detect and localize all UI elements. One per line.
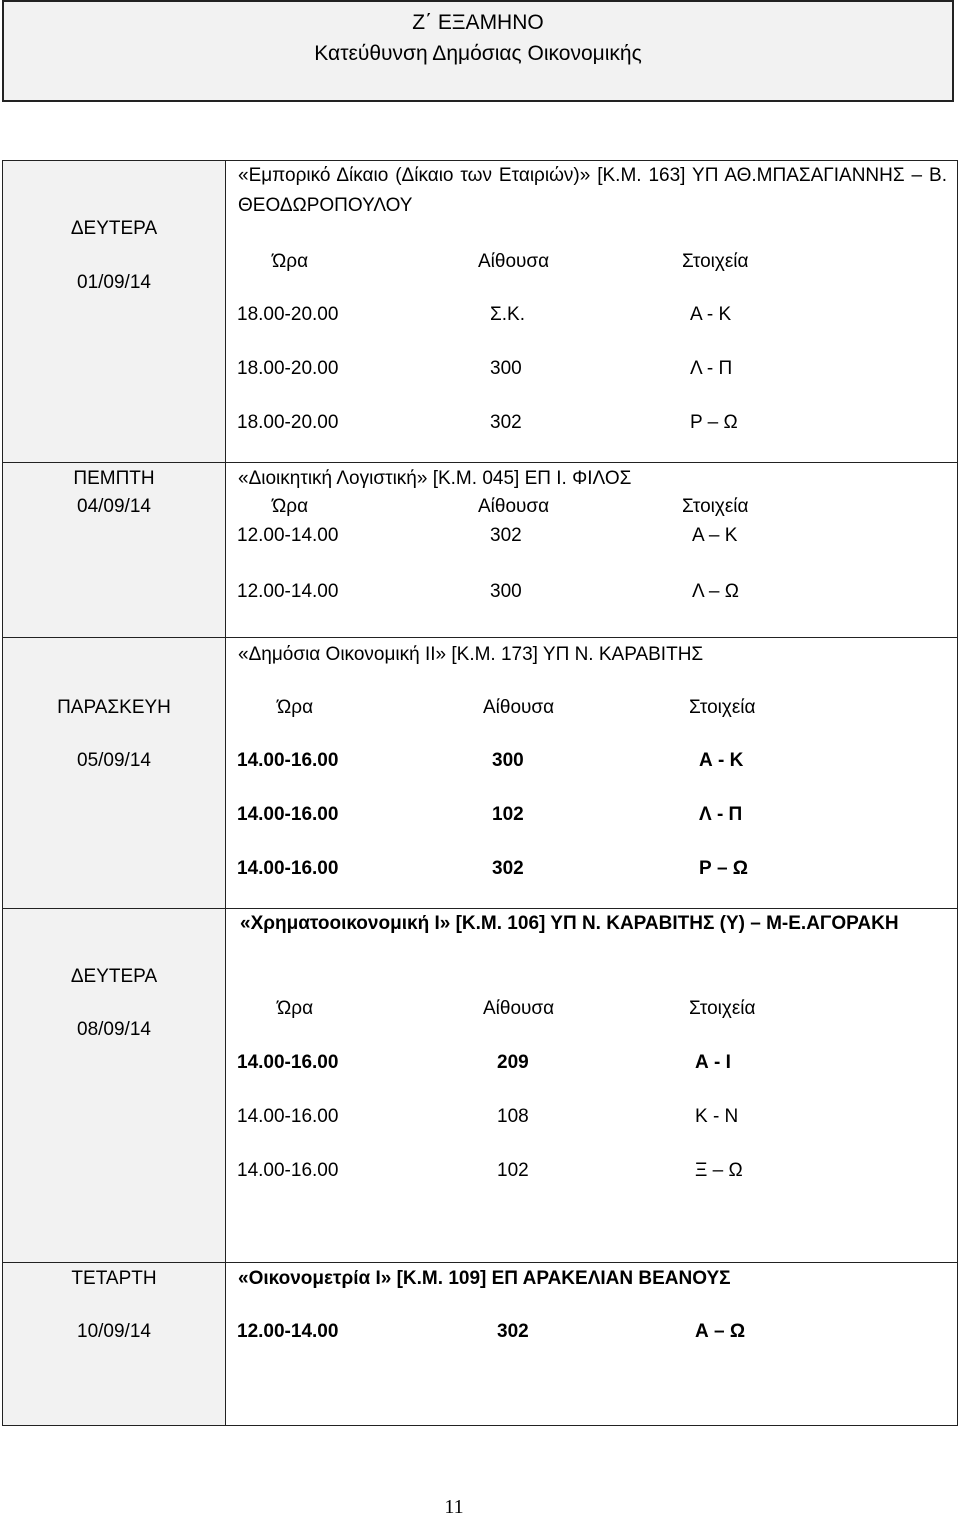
slot-time: 18.00-20.00 [237, 412, 339, 433]
course-title: «Εμπορικό Δίκαιο (Δίκαιο των Εταιριών)» [Κ.Μ. 163] ΥΠ ΑΘ.ΜΠΑΣΑΓΙΑΝΝΗΣ – Β. ΘΕΟΔΩΡΟΠΟΥΛΟΥ [238, 165, 947, 216]
slot-time: 12.00-14.00 [237, 581, 339, 602]
slot-room: 302 [490, 525, 522, 546]
date-label: 04/09/14 [77, 496, 151, 517]
header-details: Στοιχεία [682, 496, 749, 517]
schedule-course-cell [226, 1263, 957, 1425]
slot-details: Ξ – Ω [695, 1160, 743, 1181]
date-label: 01/09/14 [77, 272, 151, 293]
slot-time: 14.00-16.00 [237, 750, 339, 771]
slot-room: 302 [492, 858, 524, 879]
table-bottom-border [2, 1425, 958, 1426]
slot-time: 14.00-16.00 [237, 1106, 339, 1127]
day-label: ΠΕΜΠΤΗ [73, 468, 155, 489]
day-label: ΠΑΡΑΣΚΕΥΗ [57, 697, 171, 718]
schedule-day-cell [3, 1263, 225, 1425]
slot-time: 12.00-14.00 [237, 525, 339, 546]
date-label: 10/09/14 [77, 1321, 151, 1342]
header-room: Αίθουσα [478, 251, 550, 272]
slot-room: 108 [497, 1106, 529, 1127]
slot-details: Κ - Ν [695, 1106, 739, 1127]
day-label: ΔΕΥΤΕΡΑ [70, 966, 158, 987]
header-time: Ώρα [277, 697, 314, 718]
slot-time: 18.00-20.00 [237, 304, 339, 325]
direction-title: Κατεύθυνση Δημόσιας Οικονομικής [314, 42, 642, 65]
slot-details: Λ – Ω [692, 581, 739, 602]
header-time: Ώρα [277, 998, 314, 1019]
slot-details: Α - Ι [695, 1052, 731, 1073]
header-details: Στοιχεία [682, 251, 749, 272]
header-box [2, 0, 954, 102]
slot-room: 300 [490, 581, 522, 602]
slot-details: Λ - Π [699, 804, 743, 825]
slot-room: 302 [497, 1321, 529, 1342]
slot-details: Λ - Π [690, 358, 733, 379]
header-room: Αίθουσα [483, 998, 555, 1019]
slot-details: Α – Κ [692, 525, 738, 546]
course-title: «Οικονομετρία Ι» [Κ.Μ. 109] ΕΠ ΑΡΑΚΕΛΙΑΝ ΒΕΑΝΟΥΣ [238, 1268, 731, 1289]
header-details: Στοιχεία [689, 998, 756, 1019]
page-number: 11 [444, 1496, 464, 1518]
course-title: «Χρηματοοικονομική Ι» [Κ.Μ. 106] ΥΠ Ν. ΚΑΡΑΒΙΤΗΣ (Υ) – Μ-Ε.ΑΓΟΡΑΚΗ [240, 913, 899, 934]
slot-room: 209 [497, 1052, 529, 1073]
schedule-day-cell [3, 638, 225, 908]
table-right-border [957, 160, 958, 1426]
schedule-day-cell [3, 161, 225, 462]
schedule-day-cell [3, 909, 225, 1262]
slot-room: 102 [497, 1160, 529, 1181]
header-room: Αίθουσα [478, 496, 550, 517]
date-label: 05/09/14 [77, 750, 151, 771]
schedule-course-cell [226, 463, 957, 637]
header-time: Ώρα [272, 251, 309, 272]
slot-time: 14.00-16.00 [237, 804, 339, 825]
schedule-course-cell [226, 161, 957, 462]
slot-details: Α - Κ [690, 304, 732, 325]
course-title: «Διοικητική Λογιστική» [Κ.Μ. 045] ΕΠ Ι. ΦΙΛΟΣ [238, 468, 632, 489]
schedule-course-cell [226, 909, 957, 1262]
slot-time: 14.00-16.00 [237, 858, 339, 879]
day-label: ΔΕΥΤΕΡΑ [70, 218, 158, 239]
semester-title: Ζ΄ ΕΞΑΜΗΝΟ [412, 11, 544, 34]
slot-room: Σ.Κ. [490, 304, 525, 325]
course-title: «Δημόσια Οικονομική ΙΙ» [Κ.Μ. 173] ΥΠ Ν. ΚΑΡΑΒΙΤΗΣ [238, 644, 704, 665]
schedule-course-cell [226, 638, 957, 908]
slot-room: 300 [490, 358, 522, 379]
schedule-day-cell [3, 463, 225, 637]
date-label: 08/09/14 [77, 1019, 151, 1040]
slot-time: 12.00-14.00 [237, 1321, 339, 1342]
header-time: Ώρα [272, 496, 309, 517]
slot-time: 14.00-16.00 [237, 1052, 339, 1073]
slot-room: 302 [490, 412, 522, 433]
slot-details: Α - Κ [699, 750, 744, 771]
slot-details: Ρ – Ω [699, 858, 749, 879]
slot-details: Α – Ω [695, 1321, 746, 1342]
slot-details: Ρ – Ω [690, 412, 738, 433]
slot-room: 300 [492, 750, 524, 771]
header-room: Αίθουσα [483, 697, 555, 718]
slot-time: 18.00-20.00 [237, 358, 339, 379]
slot-room: 102 [492, 804, 524, 825]
day-label: ΤΕΤΑΡΤΗ [71, 1268, 157, 1289]
header-details: Στοιχεία [689, 697, 756, 718]
slot-time: 14.00-16.00 [237, 1160, 339, 1181]
